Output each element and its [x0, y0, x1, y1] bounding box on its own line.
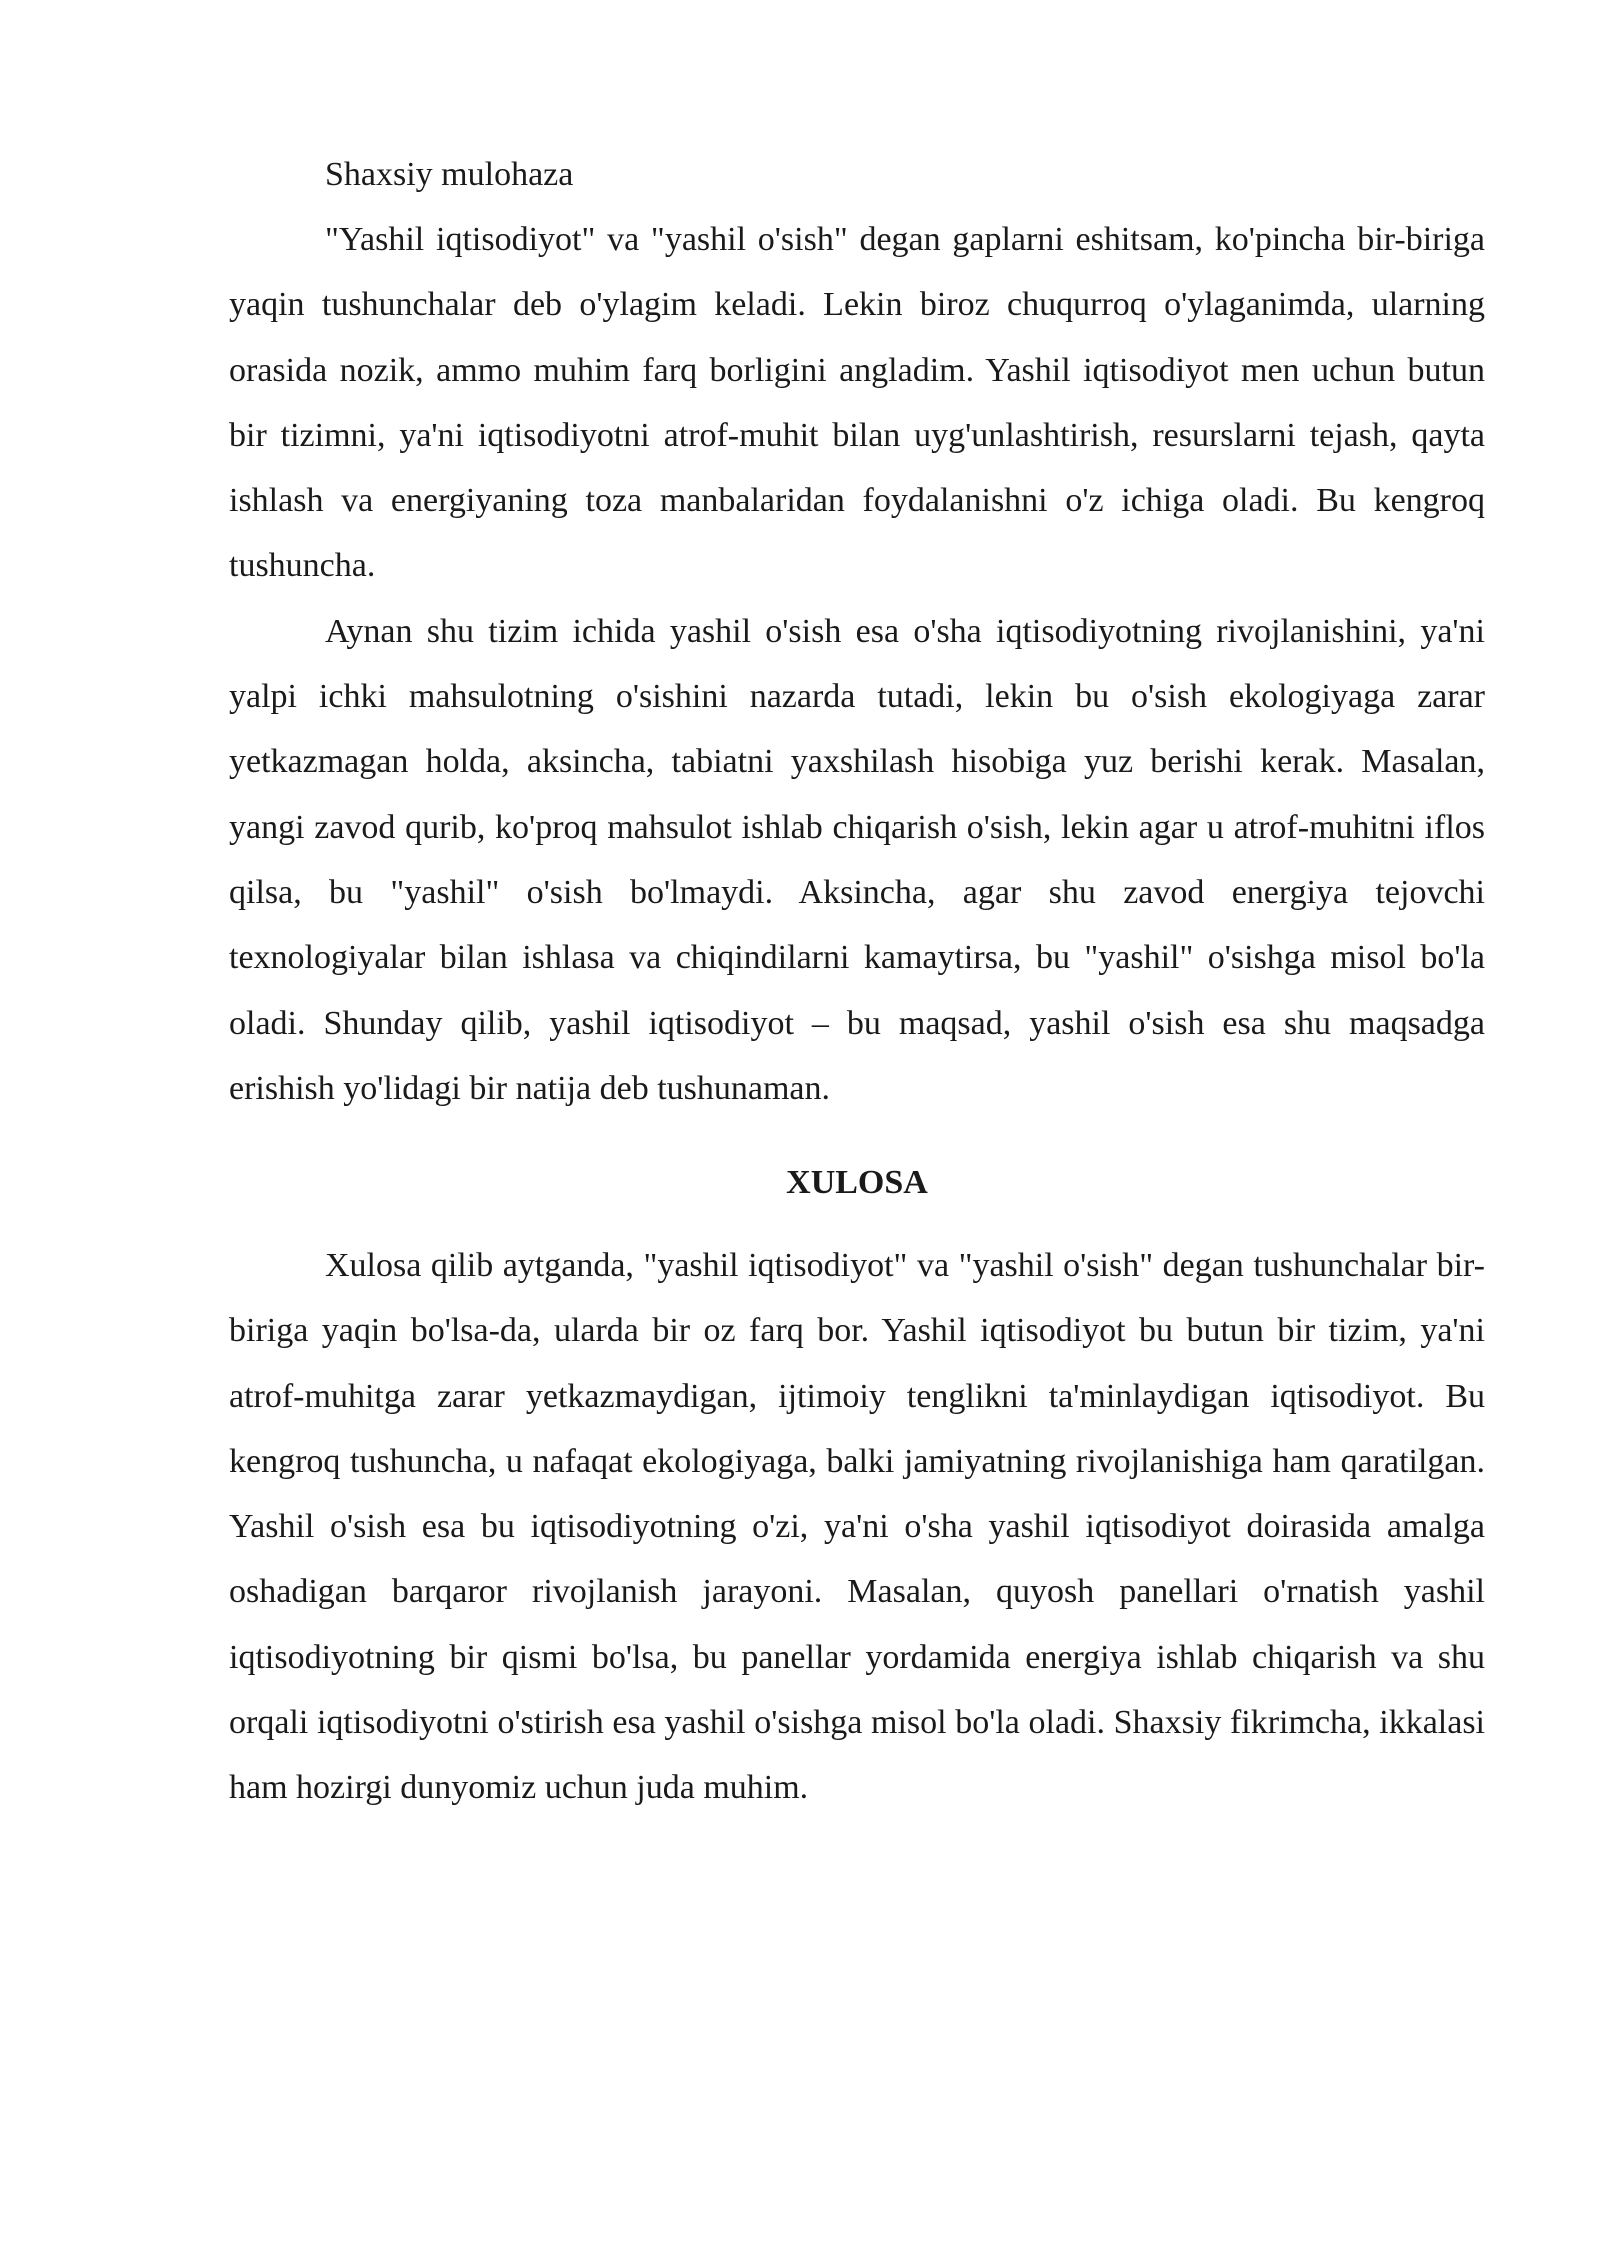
paragraph-1: "Yashil iqtisodiyot" va "yashil o'sish" degan gaplarni eshitsam, ko'pincha bir-biriga yaqin tushunchalar deb o'ylagim keladi. Lekin biroz chuqurroq o'ylaganimda, ularning orasida nozik, ammo muhim farq borligini angladim. Yashil iqtisodiyot men uchun butun bir tizimni, ya'ni iqtisodiyotni atrof-muhit bilan uyg'unlashtirish, resurslarni tejash, qayta ishlash va energiyaning toza manbalaridan foydalanishni o'z ichiga oladi. Bu kengroq tushuncha. — [229, 221, 1485, 585]
paragraph-2: Aynan shu tizim ichida yashil o'sish esa o'sha iqtisodiyotning rivojlanishini, ya'ni yalpi ichki mahsulotning o'sishini nazarda tutadi, lekin bu o'sish ekologiyaga zarar yetkazmagan holda, aksincha, tabiatni yaxshilash hisobiga yuz berishi kerak. Masalan, yangi zavod qurib, ko'proq mahsulot ishlab chiqarish o'sish, lekin agar u atrof-muhitni iflos qilsa, bu "yashil" o'sish bo'lmaydi. Aksincha, agar shu zavod energiya tejovchi texnologiyalar bilan ishlasa va chiqindilarni kamaytirsa, bu "yashil" o'sishga misol bo'la oladi. Shunday qilib, yashil iqtisodiyot – bu maqsad, yashil o'sish esa shu maqsadga erishish yo'lidagi bir natija deb tushunaman. — [229, 612, 1485, 1107]
conclusion-body — [229, 1233, 1485, 1821]
section-body — [229, 207, 1485, 1121]
subheading: Shaxsiy mulohaza — [325, 156, 574, 193]
conclusion-heading: XULOSA — [786, 1164, 928, 1201]
conclusion-paragraph: Xulosa qilib aytganda, "yashil iqtisodiyot" va "yashil o'sish" degan tushunchalar bir-biriga yaqin bo'lsa-da, ularda bir oz farq bor. Yashil iqtisodiyot bu butun bir tizim, ya'ni atrof-muhitga zarar yetkazmaydigan, ijtimoiy tenglikni ta'minlaydigan iqtisodiyot. Bu kengroq tushuncha, u nafaqat ekologiyaga, balki jamiyatning rivojlanishiga ham qaratilgan. Yashil o'sish esa bu iqtisodiyotning o'zi, ya'ni o'sha yashil iqtisodiyot doirasida amalga oshadigan barqaror rivojlanish jarayoni. Masalan, quyosh panellari o'rnatish yashil iqtisodiyotning bir qismi bo'lsa, bu panellar yordamida energiya ishlab chiqarish va shu orqali iqtisodiyotni o'stirish esa yashil o'sishga misol bo'la oladi. Shaxsiy fikrimcha, ikkalasi ham hozirgi dunyomiz uchun juda muhim. — [229, 1247, 1485, 1807]
